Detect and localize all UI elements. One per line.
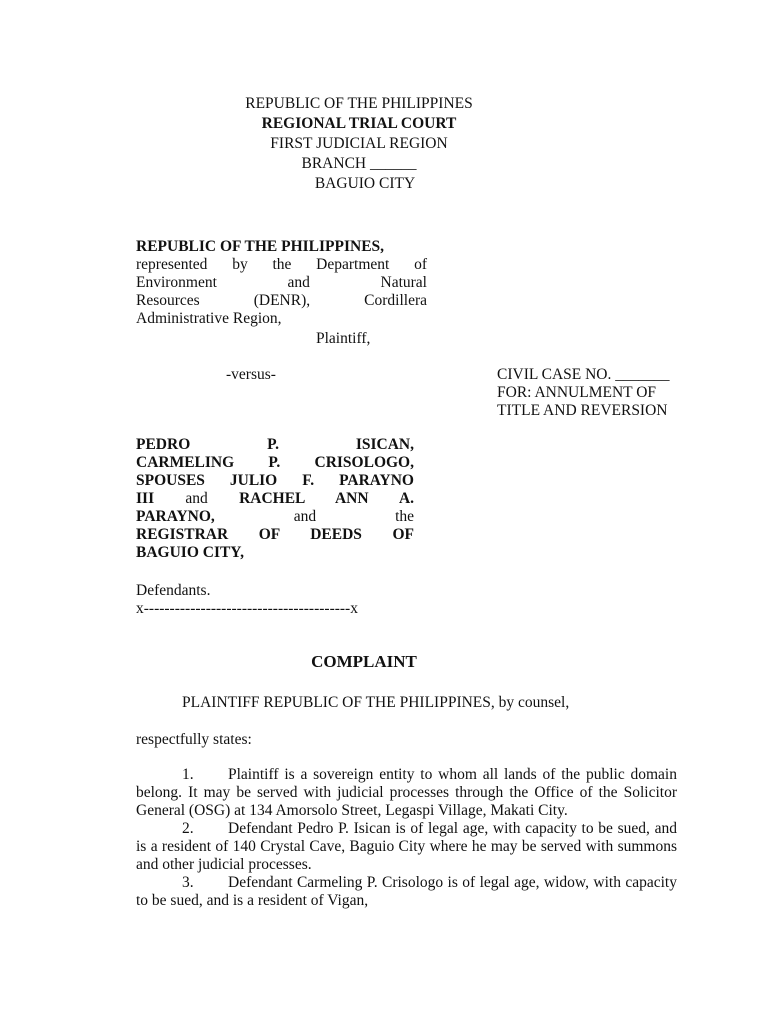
case-number: CIVIL CASE NO. _______ bbox=[497, 366, 670, 383]
defendant-text: PARAYNO, bbox=[136, 508, 215, 525]
defendant-line: BAGUIO CITY, bbox=[136, 544, 244, 561]
paragraph bbox=[136, 766, 677, 820]
paragraph bbox=[136, 874, 677, 910]
court-header bbox=[0, 94, 768, 194]
allegations bbox=[136, 766, 677, 910]
plaintiff-role: Plaintiff, bbox=[316, 330, 371, 347]
plaintiff-line: Resources (DENR), Cordillera bbox=[136, 292, 427, 309]
paragraph-text: Defendant Pedro P. Isican is of legal age, with capacity to be sued, and is a resident of 140 Crystal Cave, Baguio City where he may be served with summons and other judicial processes. bbox=[136, 820, 677, 873]
paragraph-number: 3. bbox=[182, 874, 194, 891]
header-city: BAGUIO CITY bbox=[314, 175, 416, 192]
defendant-line: CARMELING P. CRISOLOGO, bbox=[136, 454, 414, 471]
case-caption bbox=[497, 366, 717, 420]
header-branch: BRANCH ______ bbox=[301, 155, 417, 172]
case-nature: TITLE AND REVERSION bbox=[497, 402, 668, 419]
paragraph-text: Plaintiff is a sovereign entity to whom all lands of the public domain belong. It may be served with judicial processes through the Office of the Solicitor General (OSG) at 134 Amorsolo Street, Legaspi Village, Makati City. bbox=[136, 766, 677, 819]
defendant-line: SPOUSES JULIO F. PARAYNO bbox=[136, 472, 414, 489]
plaintiff-block bbox=[136, 238, 427, 328]
header-region: FIRST JUDICIAL REGION bbox=[270, 135, 448, 152]
defendant-text: RACHEL ANN A. bbox=[239, 490, 415, 507]
defendant-line: REGISTRAR OF DEEDS OF bbox=[136, 526, 414, 543]
defendant-line bbox=[136, 490, 414, 508]
plaintiff-line: Environment and Natural bbox=[136, 274, 427, 291]
plaintiff-line: represented by the Department of bbox=[136, 256, 427, 273]
defendant-line bbox=[136, 508, 414, 526]
paragraph-text: Defendant Carmeling P. Crisologo is of legal age, widow, with capacity to be sued, and is a resident of Vigan, bbox=[136, 874, 677, 909]
plaintiff-line: Administrative Region, bbox=[136, 310, 282, 327]
caption-separator: x----------------------------------------x bbox=[136, 600, 358, 617]
intro-line: PLAINTIFF REPUBLIC OF THE PHILIPPINES, by counsel, bbox=[182, 694, 570, 711]
states-line: respectfully states: bbox=[136, 731, 252, 748]
paragraph bbox=[136, 820, 677, 874]
defendant-text: the bbox=[395, 508, 414, 525]
defendant-text: and bbox=[185, 490, 208, 507]
defendants-role: Defendants. bbox=[136, 582, 211, 599]
paragraph-number: 1. bbox=[182, 766, 194, 783]
defendant-line: PEDRO P. ISICAN, bbox=[136, 436, 414, 453]
header-court: REGIONAL TRIAL COURT bbox=[261, 115, 457, 132]
paragraph-number: 2. bbox=[182, 820, 194, 837]
case-nature: FOR: ANNULMENT OF bbox=[497, 384, 657, 401]
header-republic: REPUBLIC OF THE PHILIPPINES bbox=[245, 95, 473, 112]
plaintiff-name: REPUBLIC OF THE PHILIPPINES, bbox=[136, 238, 385, 255]
document-title: COMPLAINT bbox=[311, 652, 417, 671]
defendants-block bbox=[136, 436, 414, 562]
defendant-text: and bbox=[293, 508, 317, 525]
versus-label: -versus- bbox=[226, 366, 276, 383]
defendant-text: III bbox=[136, 490, 155, 507]
